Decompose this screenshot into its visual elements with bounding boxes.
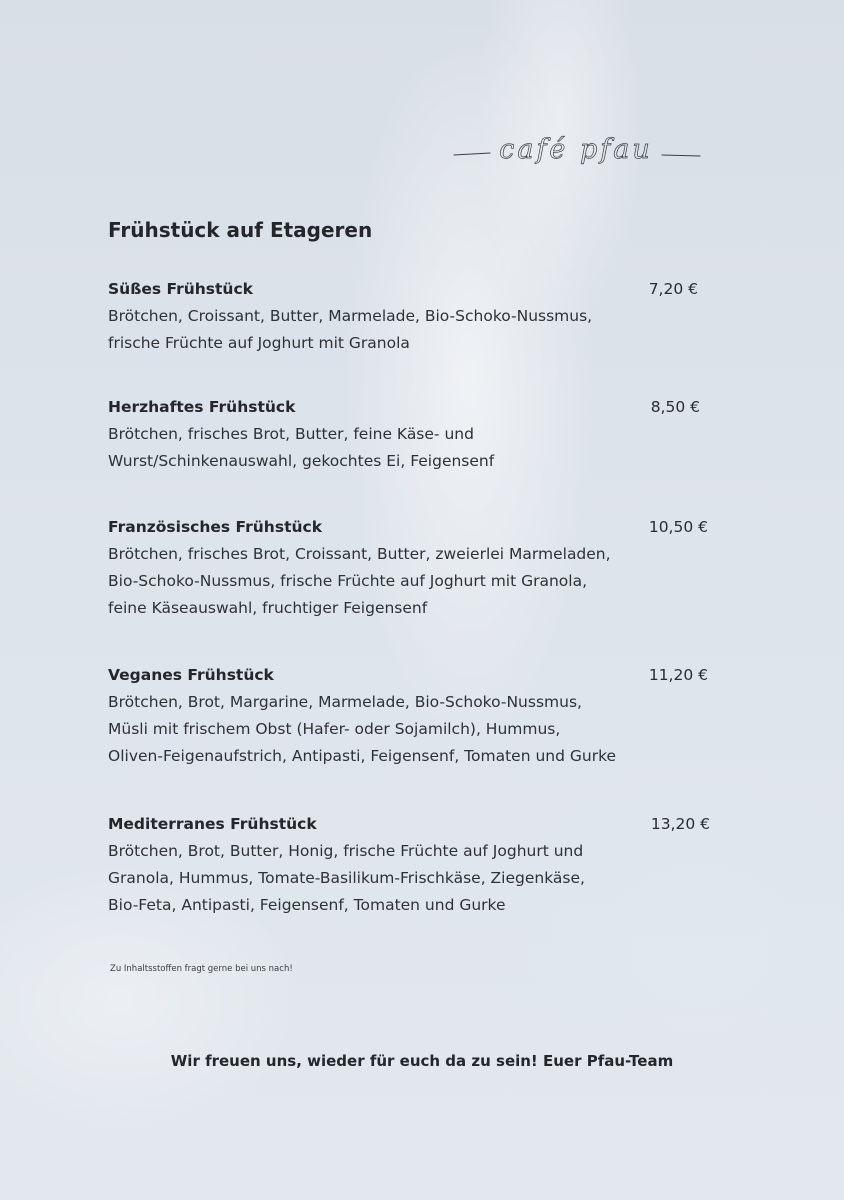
menu-item-veganes-fruehstueck <box>108 662 708 770</box>
item-description-line: feine Käseauswahl, fruchtiger Feigensenf <box>108 599 428 617</box>
item-description-line: Brötchen, frisches Brot, Butter, feine Käse- und <box>108 425 474 443</box>
section-title: Frühstück auf Etageren <box>108 218 373 242</box>
item-price: 8,50 € <box>650 398 700 416</box>
item-description-line: Bio-Feta, Antipasti, Feigensenf, Tomaten und Gurke <box>108 896 506 914</box>
item-name: Mediterranes Frühstück <box>108 815 317 833</box>
item-description-line: frische Früchte auf Joghurt mit Granola <box>108 334 410 352</box>
cafe-logo <box>452 128 704 172</box>
item-description-line: Brötchen, frisches Brot, Croissant, Butter, zweierlei Marmeladen, <box>108 545 611 563</box>
item-description-line: Bio-Schoko-Nussmus, frische Früchte auf Joghurt mit Granola, <box>108 572 588 590</box>
item-description-line: Brötchen, Brot, Margarine, Marmelade, Bio-Schoko-Nussmus, <box>108 693 582 711</box>
menu-item-franzoesisches-fruehstueck <box>108 514 708 622</box>
item-description-line: Oliven-Feigenaufstrich, Antipasti, Feigensenf, Tomaten und Gurke <box>108 747 617 765</box>
item-name: Süßes Frühstück <box>108 280 253 298</box>
menu-item-mediterranes-fruehstueck <box>108 811 710 919</box>
menu-item-herzhaftes-fruehstueck <box>108 394 700 475</box>
item-description-line: Granola, Hummus, Tomate-Basilikum-Frischkäse, Ziegenkäse, <box>108 869 585 887</box>
item-price: 10,50 € <box>648 518 708 536</box>
logo-text: café pfau <box>499 134 653 165</box>
item-name: Französisches Frühstück <box>108 518 323 536</box>
item-description-line: Wurst/Schinkenauswahl, gekochtes Ei, Feigensenf <box>108 452 495 470</box>
item-description-line: Brötchen, Croissant, Butter, Marmelade, Bio-Schoko-Nussmus, <box>108 307 593 325</box>
item-description-line: Müsli mit frischem Obst (Hafer- oder Sojamilch), Hummus, <box>108 720 561 738</box>
item-price: 11,20 € <box>648 666 708 684</box>
item-description-line: Brötchen, Brot, Butter, Honig, frische Früchte auf Joghurt und <box>108 842 584 860</box>
item-price: 13,20 € <box>650 815 710 833</box>
item-price: 7,20 € <box>648 280 698 298</box>
item-name: Herzhaftes Frühstück <box>108 398 296 416</box>
item-name: Veganes Frühstück <box>108 666 274 684</box>
menu-item-suesses-fruehstueck <box>108 276 698 357</box>
closing-message: Wir freuen uns, wieder für euch da zu sein! Euer Pfau-Team <box>170 1052 674 1070</box>
allergen-note: Zu Inhaltsstoffen fragt gerne bei uns nach! <box>110 964 293 974</box>
